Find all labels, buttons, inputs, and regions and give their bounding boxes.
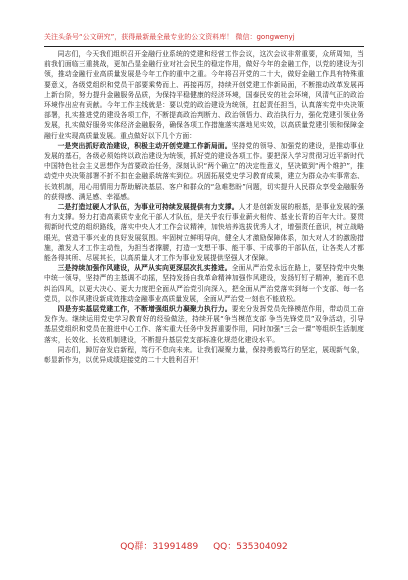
paragraph — [44, 49, 364, 141]
footer-qq: QQ：535304092 — [213, 542, 288, 552]
paragraph-heading: 三是持续加强作风建设，从严从实向更深层次扎实推进。 — [57, 264, 232, 273]
paragraph-text: 同志们，踔厉奋发启新程，笃行不怠向未来。让我们凝聚力量，保持勇毅笃行的坚定，展现新气象，彰显新作为，以优异成绩迎接党的二十大胜利召开！ — [44, 345, 364, 365]
document-body — [44, 49, 364, 531]
footer-contact — [44, 540, 364, 554]
paragraph-heading: 一是突出抓好政治建设，积极主动开创党建工作新局面。 — [57, 141, 232, 150]
paragraph-heading: 二是打造过硬人才队伍，为事业可持续发展提供有力支撑。 — [57, 203, 239, 212]
paragraph-heading: 四是夯实基层党建工作，不断增强组织力凝聚力执行力。 — [57, 305, 232, 314]
header-banner: 关注头条号“公文研究”，获得最新最全最专业的公文资料库！ 微信：gongwenyj — [44, 33, 295, 41]
paragraph — [44, 304, 364, 345]
paragraph — [44, 141, 364, 202]
header-divider — [44, 46, 364, 47]
paragraph — [44, 263, 364, 304]
paragraph-text: 同志们，今天我们组织召开金融行业系统的党建和经营工作会议，这次会议非常重要，众所周知，当前我们面临三重挑战，更加凸显金融行业对社会民生的稳定作用，做好今年的金融工作，以党的建设为引领，推动金融行业高质量发展是今年工作的重中之重。今年将召开党的二十大，做好金融工作具有特殊重要意义，各级党组织和党员干部要乘势而上、再接再厉，持续开创党建工作新局面，不断推动改革发展再上新台阶，努力提升金融服务品质，为保持平稳健康的经济环境，国泰民安的社会环境，风清气正的政治环境作出应有贡献。今年工作主线就是：要以党的政治建设为统领，扛起责任担当，认真落实党中央决策部署，扎实推进党的建设各项工作，不断提高政治判断力、政治领悟力、政治执行力，强化党建引领业务发展，扎实做好服务实体经济金融服务，确保各项工作措施落实落地见实效，以高质量党建引领和保障金融行业实现高质量发展。重点做好以下几个方面： — [44, 50, 364, 140]
paragraph-text: 全面从严治党永远在路上，要坚持党中央集中统一领导，坚持严的主基调不动摇，坚持发扬自我革命精神加强作风建设，发扬钉钉子精神，驰而不息纠治四风，以更大决心、更大力度把全面从严治党引向深入，把全面从严治党落实到每一个支部、每一名党员，以作风建设新成效推动金融事业高质量发展，全面从严治党一刻也不能放松。 — [44, 264, 364, 303]
paragraph — [44, 202, 364, 263]
paragraph-text: 要充分发挥党员先锋模范作用，带动员工奋发作为。继续运用党史学习教育好的经验做法，持续开展“争当模范支部 争当先锋党员”双争活动，引导基层党组织和党员在推进中心工作、落实重大任务中发挥重要作用，同时加强“三会一课”等组织生活制度落实，长效化、长效机制建设，不断提升基层党支部标准化规范化建设水平。 — [44, 305, 364, 344]
paragraph-text: 人才是创新发展的根基，是事业发展的强有力支撑。努力打造高素质专业化干部人才队伍，是关乎农行事业薪火相传、基业长青的百年大计。要贯彻新时代党的组织路线，落实中央人才工作会议精神，加快培养选拔优秀人才，增强责任意识，树立战略眼光，营造干事兴业的良好发展氛围。牢固树立鲜明导向，健全人才激励保障体系，加大对人才的激励措施，激发人才工作主动性，为担当者撑腰，打造一支想干事、能干事、干成事的干部队伍，让各类人才都能各得其所、尽展其长，以高质量人才工作为事业发展提供坚强人才保障。 — [44, 203, 364, 263]
paragraph-text: 坚持党的领导、加强党的建设，是推动事业发展的基石，各级必须始终以政治建设为统领，抓好党的建设各项工作。要把深入学习贯彻习近平新时代中国特色社会主义思想作为首要政治任务，深刻认识“两个确立”的决定性意义，坚决做到“两个维护”，推动党中央决策部署不折不扣在金融系统落实到位。巩固拓展党史学习教育成果，建立为群众办实事常态、长效机制，用心用情用力帮助解决基层、客户和群众的“急难愁盼”问题，切实提升人民群众享受金融服务的获得感、满足感、幸福感。 — [44, 141, 364, 201]
footer-qq-group: QQ群：31991489 — [120, 542, 199, 552]
paragraph — [44, 345, 364, 365]
